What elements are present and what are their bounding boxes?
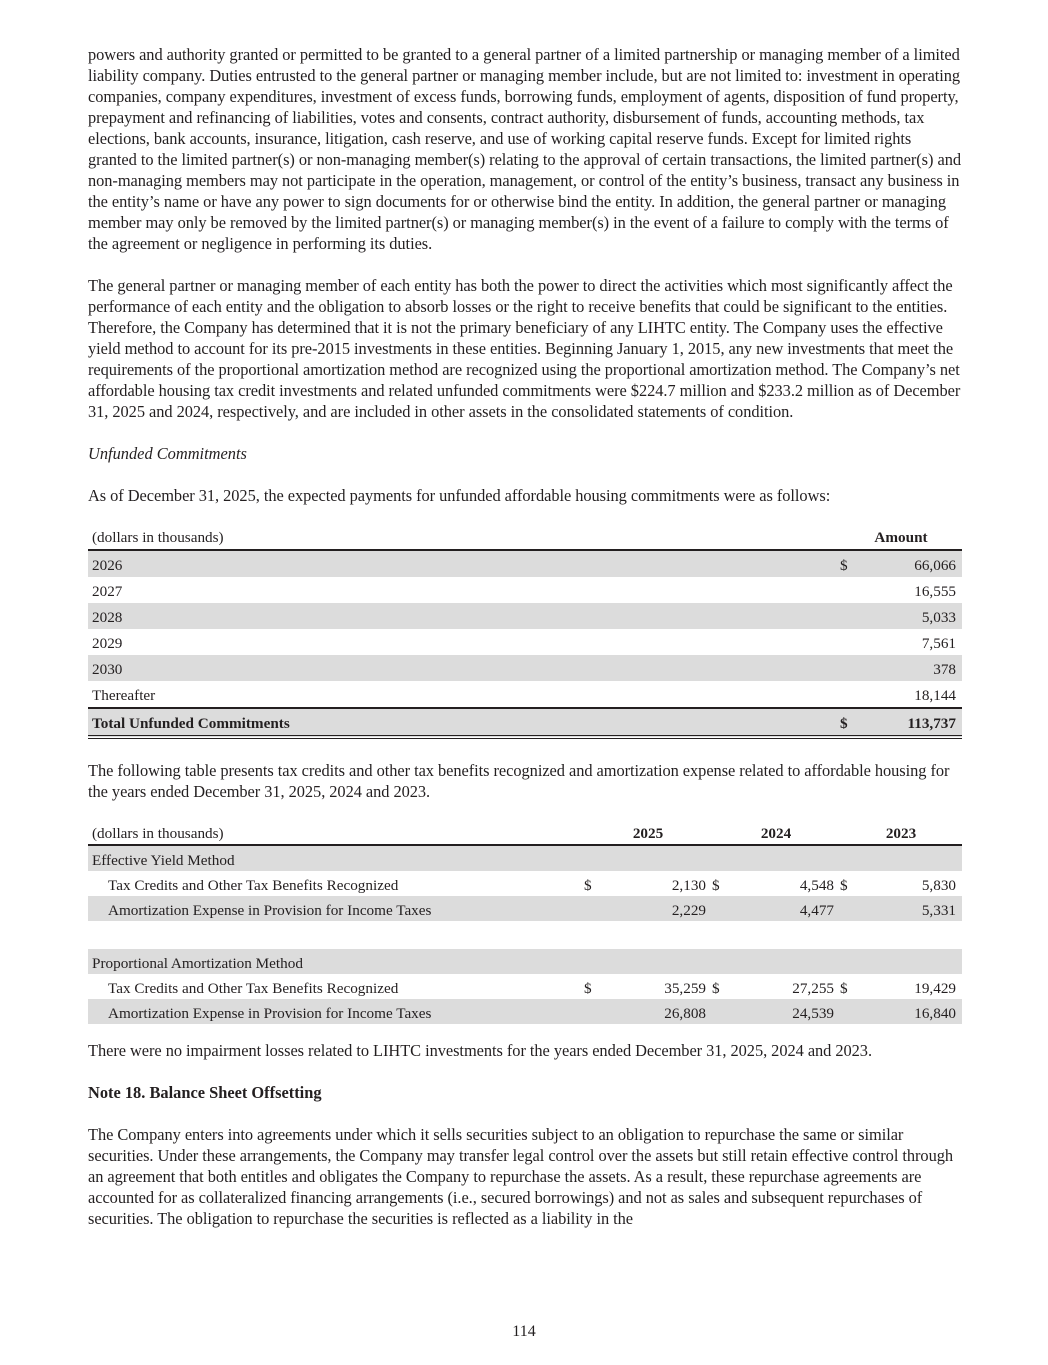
row-label: Tax Credits and Other Tax Benefits Recognized bbox=[108, 877, 399, 894]
paragraph-tax-credits-intro: The following table presents tax credits and other tax benefits recognized and amortization expense related to affordable housing for the years ended December 31, 2025, 2024 and 2023. bbox=[88, 761, 950, 801]
value-2024: 27,255 bbox=[792, 980, 834, 997]
dollar-sign bbox=[840, 681, 862, 708]
table-row bbox=[88, 550, 962, 577]
row-amount: 16,555 bbox=[914, 583, 956, 600]
row-label: 2026 bbox=[92, 557, 123, 574]
page-number: 114 bbox=[512, 1323, 536, 1340]
dollar-sign: $ bbox=[840, 980, 848, 997]
paragraph-expected-payments: As of December 31, 2025, the expected payments for unfunded affordable housing commitments were as follows: bbox=[88, 486, 831, 505]
unfunded-commitments-table bbox=[88, 527, 962, 739]
total-label: Total Unfunded Commitments bbox=[92, 715, 290, 732]
table-header-row bbox=[88, 527, 962, 550]
row-label: 2029 bbox=[92, 635, 123, 652]
dollar-sign: $ bbox=[840, 877, 848, 894]
dollar-sign bbox=[840, 629, 862, 655]
amount-header: Amount bbox=[874, 529, 928, 546]
row-amount: 18,144 bbox=[914, 687, 956, 704]
value-2024: 4,548 bbox=[799, 877, 834, 894]
table-row bbox=[88, 871, 962, 896]
section-header-row bbox=[88, 949, 962, 974]
row-amount: 66,066 bbox=[914, 557, 956, 574]
paragraph-partner-powers: powers and authority granted or permitted to be granted to a general partner of a limited partnership or managing member of a limited liability company. Duties entrusted to the general partner or managing member include, but are not limited to: investment in operating companies, company expenditures, investment of excess funds, borrowing funds, employment of agents, disposition of fund property, prepayment and refinancing of liabilities, votes and consents, contract authority, disbursement of funds, accounting methods, tax elections, bank accounts, insurance, litigation, cash reserve, and use of working capital reserve funds. Except for limited rights granted to the limited partner(s) or non-managing member(s) relating to the approval of certain transactions, the limited partner(s) and non-managing members may not participate in the operation, management, or control of the entity’s business, transact any business in the entity’s name or have any power to sign documents for or otherwise bind the entity. In addition, the general partner or managing member may only be removed by the limited partner(s) or managing member(s) in the event of a failure to comply with the terms of the agreement or negligence in performing its duties. bbox=[88, 45, 961, 253]
value-2025: 35,259 bbox=[664, 980, 706, 997]
dollar-sign: $ bbox=[840, 557, 848, 574]
row-label: Thereafter bbox=[92, 687, 156, 704]
section-title: Effective Yield Method bbox=[92, 852, 235, 869]
year-header: 2024 bbox=[760, 825, 792, 842]
dollar-sign bbox=[584, 999, 606, 1024]
value-2023: 5,331 bbox=[921, 902, 956, 919]
units-label: (dollars in thousands) bbox=[92, 825, 224, 842]
year-header: 2023 bbox=[885, 825, 917, 842]
dollar-sign: $ bbox=[712, 877, 720, 894]
row-amount: 378 bbox=[933, 661, 956, 678]
units-label: (dollars in thousands) bbox=[92, 529, 224, 546]
dollar-sign: $ bbox=[840, 715, 848, 732]
section-header-row bbox=[88, 845, 962, 871]
dollar-sign bbox=[712, 999, 734, 1024]
table-row bbox=[88, 629, 962, 655]
row-amount: 7,561 bbox=[921, 635, 956, 652]
value-2023: 5,830 bbox=[921, 877, 956, 894]
value-2023: 16,840 bbox=[914, 1005, 956, 1022]
row-label: 2028 bbox=[92, 609, 123, 626]
table-row bbox=[88, 999, 962, 1024]
table-header-row bbox=[88, 823, 962, 845]
table-row bbox=[88, 577, 962, 603]
row-label: 2030 bbox=[92, 661, 123, 678]
paragraph-primary-beneficiary: The general partner or managing member of each entity has both the power to direct the activities which most significantly affect the performance of each entity and the obligation to absorb losses or the right to receive benefits that could be significant to the entities. Therefore, the Company has determined that it is not the primary beneficiary of any LIHTC entity. The Company uses the effective yield method to account for its pre-2015 investments in these entities. Beginning January 1, 2015, any new investments that meet the requirements of the proportional amortization method are recognized using the proportional amortization method. The Company’s net affordable housing tax credit investments and related unfunded commitments were $224.7 million and $233.2 million as of December 31, 2025 and 2024, respectively, and are included in other assets in the consolidated statements of condition. bbox=[88, 276, 961, 421]
value-2025: 2,229 bbox=[671, 902, 706, 919]
value-2025: 2,130 bbox=[671, 877, 706, 894]
dollar-sign bbox=[840, 896, 862, 921]
note-18-heading: Note 18. Balance Sheet Offsetting bbox=[88, 1083, 322, 1102]
table-row bbox=[88, 896, 962, 921]
value-2025: 26,808 bbox=[664, 1005, 706, 1022]
dollar-sign: $ bbox=[712, 980, 720, 997]
section-title: Proportional Amortization Method bbox=[92, 955, 303, 972]
row-label: Amortization Expense in Provision for Income Taxes bbox=[108, 902, 432, 919]
spacer-row bbox=[88, 921, 962, 949]
unfunded-commitments-heading: Unfunded Commitments bbox=[88, 444, 247, 463]
value-2024: 24,539 bbox=[792, 1005, 834, 1022]
value-2024: 4,477 bbox=[799, 902, 834, 919]
total-row bbox=[88, 708, 962, 737]
value-2023: 19,429 bbox=[914, 980, 956, 997]
row-label: Amortization Expense in Provision for Income Taxes bbox=[108, 1005, 432, 1022]
tax-credits-table bbox=[88, 823, 962, 1024]
year-header: 2025 bbox=[632, 825, 664, 842]
table-row bbox=[88, 681, 962, 708]
row-amount: 5,033 bbox=[921, 609, 956, 626]
dollar-sign bbox=[840, 577, 862, 603]
paragraph-repurchase-agreements: The Company enters into agreements under which it sells securities subject to an obligation to repurchase the same or similar securities. Under these arrangements, the Company may transfer legal control over the assets but still retain effective control through an agreement that both entitles and obligates the Company to repurchase the assets. As a result, these repurchase agreements are accounted for as collateralized financing arrangements (i.e., secured borrowings) and not as sales and subsequent repurchases of securities. The obligation to repurchase the securities is reflected as a liability in the bbox=[88, 1125, 954, 1228]
row-label: Tax Credits and Other Tax Benefits Recognized bbox=[108, 980, 399, 997]
document-page bbox=[88, 44, 962, 1250]
dollar-sign: $ bbox=[584, 980, 592, 997]
total-amount: 113,737 bbox=[907, 715, 956, 732]
table-row bbox=[88, 655, 962, 681]
dollar-sign bbox=[840, 655, 862, 681]
dollar-sign bbox=[840, 603, 862, 629]
row-label: 2027 bbox=[92, 583, 123, 600]
dollar-sign bbox=[712, 896, 734, 921]
table-row bbox=[88, 603, 962, 629]
dollar-sign: $ bbox=[584, 877, 592, 894]
dollar-sign bbox=[840, 999, 862, 1024]
paragraph-impairment: There were no impairment losses related to LIHTC investments for the years ended December 31, 2025, 2024 and 2023. bbox=[88, 1041, 873, 1060]
table-row bbox=[88, 974, 962, 999]
dollar-sign bbox=[584, 896, 606, 921]
